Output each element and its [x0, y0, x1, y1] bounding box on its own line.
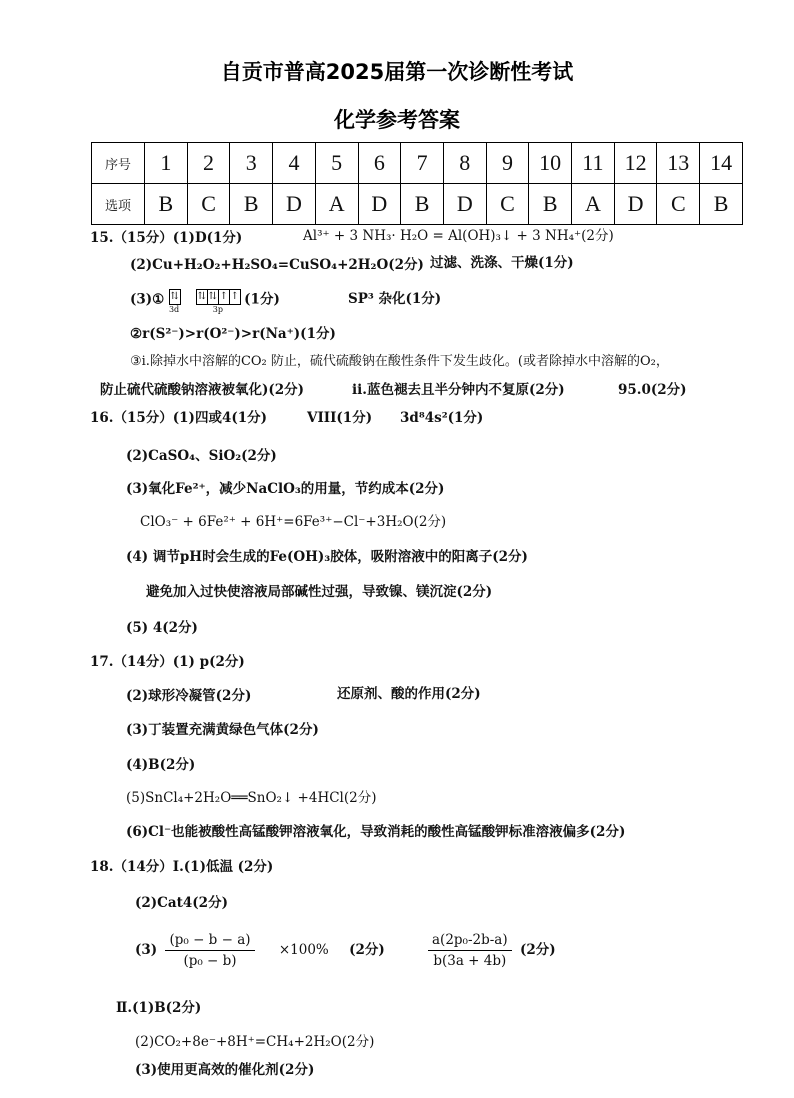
q18-kp-line [424, 930, 556, 971]
answer-option: B [529, 184, 572, 225]
q15-hybridization: SP³ 杂化(1分) [348, 291, 442, 307]
fraction-numerator: (p₀ − b − a) [165, 930, 254, 951]
question-number: 2 [187, 143, 230, 184]
question-number: 10 [529, 143, 572, 184]
orbital-box-icon: ⇅ [169, 289, 181, 305]
q18-part3-score: (2分) [349, 942, 385, 958]
q16-part3: (3)氧化Fe²⁺，减少NaClO₃的用量，节约成本(2分) [126, 481, 445, 497]
row-header-answer: 选项 [92, 184, 145, 225]
orbital-label-3p: 3p [212, 305, 223, 314]
q15-part2-equation: (2)Cu+H₂O₂+H₂SO₄=CuSO₄+2H₂O(2分) [130, 257, 424, 273]
answer-row [92, 184, 743, 225]
q18-section2-part1: Ⅱ.(1)B(2分) [116, 1000, 202, 1016]
q18-electrode-equation: (2)CO₂+8e⁻+8H⁺=CH₄+2H₂O(2分) [135, 1034, 375, 1050]
question-number: 12 [614, 143, 657, 184]
q17-part3: (3)丁装置充满黄绿色气体(2分) [126, 722, 319, 738]
answer-option: A [572, 184, 615, 225]
q16-part4: (4) 调节pH时会生成的Fe(OH)₃胶体，吸附溶液中的阳离子(2分) [126, 549, 528, 565]
fraction-numerator: a(2p₀-2b-a) [428, 930, 512, 951]
answer-option: C [486, 184, 529, 225]
q18-part3-prefix: (3) [135, 942, 158, 958]
answer-option: B [401, 184, 444, 225]
q18-section2-part3: (3)使用更高效的催化剂(2分) [135, 1062, 315, 1078]
q17-part6: (6)Cl⁻也能被酸性高锰酸钾溶液氧化，导致消耗的酸性高锰酸钾标准溶液偏多(2分) [126, 824, 626, 840]
orbital-box-icon: ↑ [229, 289, 241, 305]
question-number: 3 [230, 143, 273, 184]
answer-table [91, 142, 743, 225]
q15-part2-steps: 过滤、洗涤、干燥(1分) [430, 255, 574, 271]
orbital-box-icon: ⇅ [196, 289, 208, 305]
q15-part3-prefix: (3)① [130, 291, 165, 308]
answer-option: C [657, 184, 700, 225]
q15-part3-explain: ③i.除掉水中溶解的CO₂ 防止，硫代硫酸钠在酸性条件下发生歧化。(或者除掉水中溶解的O₂， [130, 354, 669, 369]
q16-part1: 16.（15分）(1)四或4(1分) [90, 410, 268, 426]
question-number: 11 [572, 143, 615, 184]
question-number: 1 [145, 143, 188, 184]
q15-radius-order: ②r(S²⁻)>r(O²⁻)>r(Na⁺)(1分) [130, 326, 336, 342]
question-number: 14 [700, 143, 743, 184]
orbital-label-3d: 3d [168, 305, 180, 314]
orbital-3d-diagram [169, 286, 180, 314]
question-number: 4 [273, 143, 316, 184]
q17-part5: (5)SnCl₄+2H₂O══SnO₂↓ +4HCl(2分) [126, 790, 377, 806]
q17-part4: (4)B(2分) [126, 757, 196, 773]
row-header-number: 序号 [92, 143, 145, 184]
q16-ion-equation: ClO₃⁻ + 6Fe²⁺ + 6H⁺=6Fe³⁺−Cl⁻+3H₂O(2分) [140, 514, 447, 530]
answer-option: B [230, 184, 273, 225]
answer-option: D [273, 184, 316, 225]
question-number: 5 [315, 143, 358, 184]
exam-title: 自贡市普高2025届第一次诊断性考试 [220, 60, 574, 84]
q15-equation: Al³⁺ + 3 NH₃· H₂O = Al(OH)₃↓ + 3 NH₄⁺(2分) [303, 228, 614, 244]
orbital-3p-diagram [196, 286, 240, 314]
orbital-box-icon: ⇅ [207, 289, 219, 305]
answer-option: D [614, 184, 657, 225]
q18-part3-line [135, 930, 385, 971]
q17-part1: 17.（14分）(1) p(2分) [90, 654, 245, 670]
q15-part3-line [130, 286, 280, 314]
q15-endpoint: ii.蓝色褪去且半分钟内不复原(2分) [352, 382, 565, 398]
q17-part2-role: 还原剂、酸的作用(2分) [337, 686, 481, 702]
conversion-fraction [165, 930, 254, 971]
question-number: 6 [358, 143, 401, 184]
q16-electron-config: 3d⁸4s²(1分) [400, 410, 484, 426]
answer-option: D [358, 184, 401, 225]
q16-group: VIII(1分) [307, 410, 373, 426]
orbital-box-icon: ↑ [218, 289, 230, 305]
q15-purity: 95.0(2分) [618, 382, 687, 398]
question-number: 7 [401, 143, 444, 184]
q15-part1: 15.（15分）(1)D(1分) [90, 230, 243, 246]
fraction-denominator: b(3a + 4b) [433, 953, 507, 969]
equilibrium-constant-fraction [428, 930, 512, 971]
fraction-denominator: (p₀ − b) [183, 953, 237, 969]
exam-subtitle: 化学参考答案 [334, 108, 460, 132]
q18-part2: (2)Cat4(2分) [135, 895, 228, 911]
q18-part1: 18.（14分）Ⅰ.(1)低温 (2分) [90, 859, 274, 875]
q18-kp-score: (2分) [519, 942, 556, 958]
answer-option: C [187, 184, 230, 225]
q16-part2: (2)CaSO₄、SiO₂(2分) [126, 448, 277, 464]
q15-part3-score: (1分) [244, 291, 280, 308]
answer-option: B [700, 184, 743, 225]
question-number: 9 [486, 143, 529, 184]
number-row [92, 143, 743, 184]
question-number: 8 [443, 143, 486, 184]
q17-part2: (2)球形冷凝管(2分) [126, 688, 252, 704]
answer-option: A [315, 184, 358, 225]
question-number: 13 [657, 143, 700, 184]
q16-part5: (5) 4(2分) [126, 620, 198, 636]
answer-option: B [145, 184, 188, 225]
q16-part4-cont: 避免加入过快使溶液局部碱性过强，导致镍、镁沉淀(2分) [146, 584, 493, 600]
q15-part3-explain-cont: 防止硫代硫酸钠溶液被氧化)(2分) [100, 382, 305, 398]
answer-option: D [443, 184, 486, 225]
percent-suffix: ×100% [278, 942, 329, 958]
